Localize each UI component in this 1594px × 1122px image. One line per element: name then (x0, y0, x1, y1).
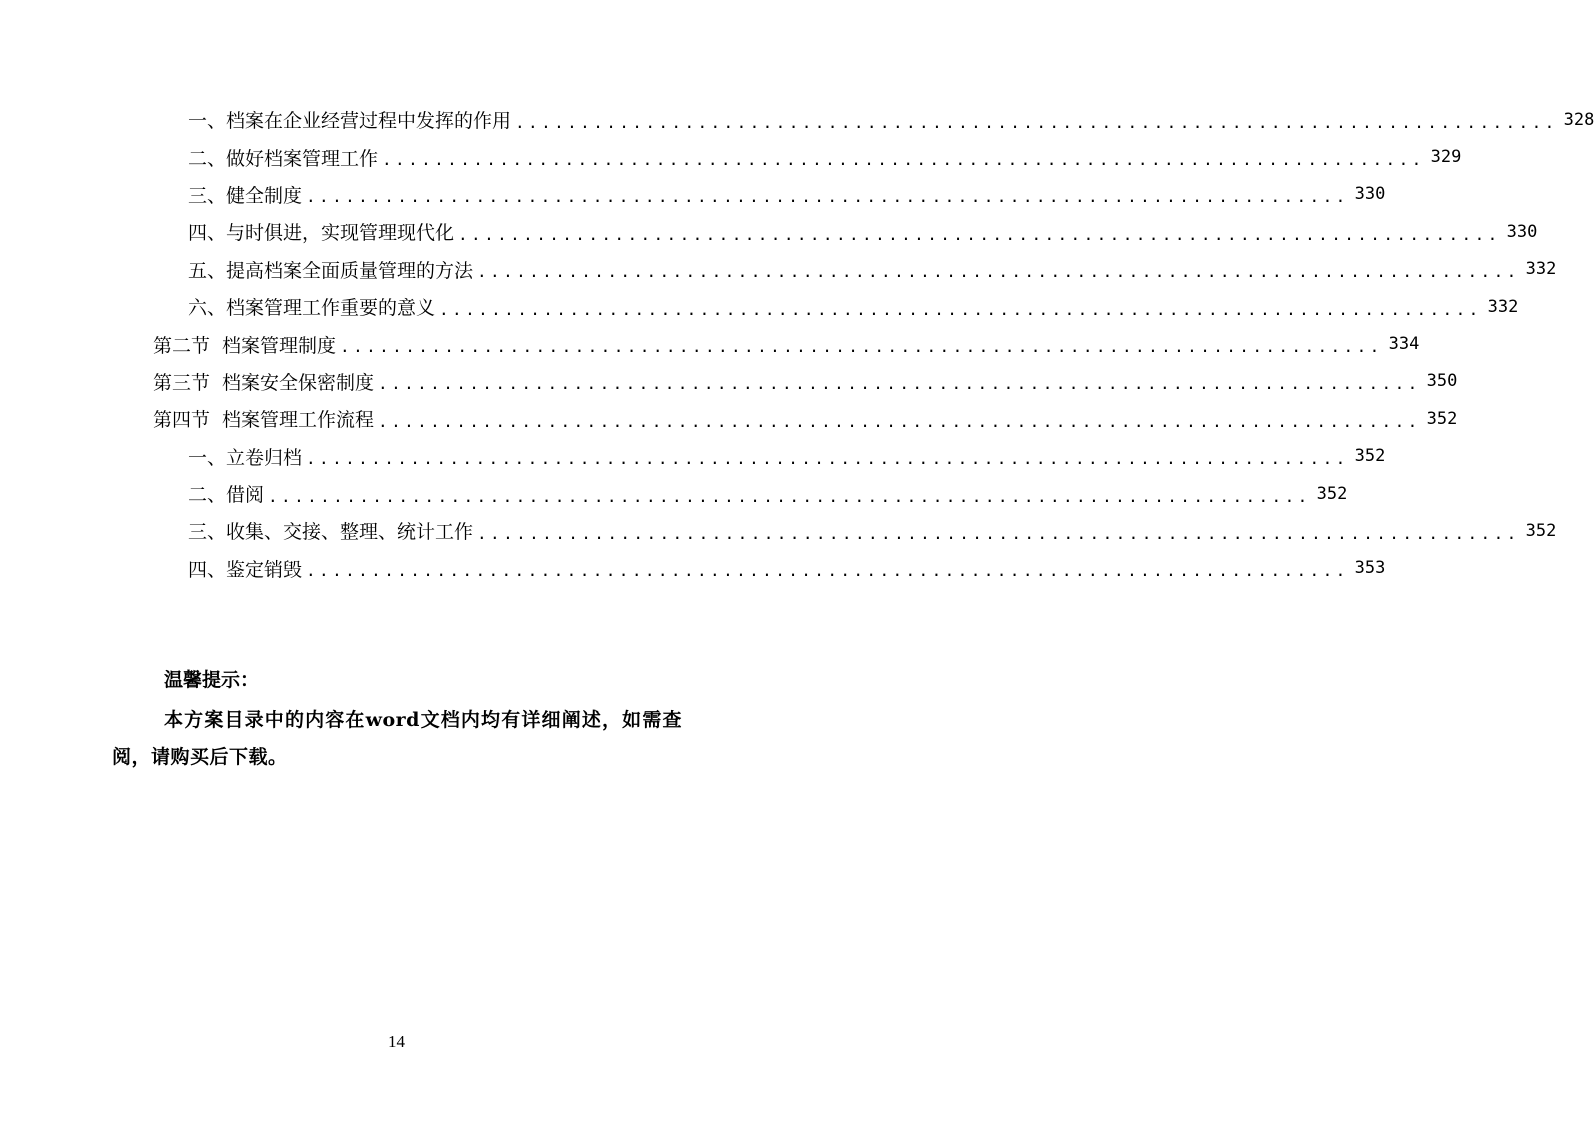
toc-leader-dots: ................................................................................ (378, 374, 1421, 394)
toc-leader-dots: ................................................................................ (477, 523, 1520, 543)
toc-entry-label: 二、借阅 (188, 484, 265, 507)
notice-body: 本方案目录中的内容在word文档内均有详细阐述，如需查阅，请购买后下载。 (112, 709, 682, 768)
toc-page-number: 332 (1525, 259, 1557, 280)
toc-subentry[interactable] (0, 475, 1348, 512)
toc-page-number: 332 (1487, 296, 1519, 317)
toc-page-number: 334 (1388, 334, 1420, 355)
toc-entry-label: 一、立卷归档 (188, 446, 303, 469)
notice-title: 温馨提示： (164, 669, 260, 691)
toc-leader-dots: ................................................................................ (306, 449, 1349, 469)
toc-entry-label (153, 331, 340, 358)
toc-section-entry[interactable] (0, 400, 1458, 437)
toc-section-entry[interactable] (0, 363, 1458, 400)
toc-entry-label: 一、档案在企业经营过程中发挥的作用 (188, 110, 512, 133)
toc-section-number: 第二节 (153, 334, 211, 357)
toc-page-number: 330 (1506, 221, 1538, 242)
toc-page-number: 352 (1354, 446, 1386, 467)
toc-entry-label (153, 368, 378, 395)
toc-entry-label (153, 405, 378, 432)
toc-page-number: 353 (1354, 558, 1386, 579)
toc-leader-dots: ................................................................................ (306, 561, 1349, 581)
toc-section-title: 档案安全保密制度 (222, 371, 375, 394)
toc-page-number: 352 (1316, 483, 1348, 504)
toc-subentry[interactable] (0, 176, 1386, 213)
toc-leader-dots: ................................................................................ (477, 262, 1520, 282)
table-of-contents (0, 101, 1594, 587)
toc-leader-dots: ................................................................................ (340, 337, 1383, 357)
toc-section-entry[interactable] (0, 325, 1420, 362)
toc-leader-dots: ................................................................................ (268, 486, 1311, 506)
toc-subentry[interactable] (0, 550, 1386, 587)
toc-subentry[interactable] (0, 138, 1462, 175)
toc-subentry[interactable] (0, 438, 1386, 475)
toc-section-title: 档案管理制度 (222, 334, 337, 357)
toc-leader-dots: ................................................................................ (515, 112, 1558, 132)
toc-page-number: 329 (1430, 147, 1462, 168)
toc-page-number: 330 (1354, 184, 1386, 205)
toc-subentry[interactable] (0, 213, 1538, 250)
toc-entry-label: 四、鉴定销毁 (188, 558, 303, 581)
toc-page-number: 350 (1426, 371, 1458, 392)
toc-entry-label: 五、提高档案全面质量管理的方法 (188, 259, 474, 282)
toc-leader-dots: ................................................................................ (382, 150, 1425, 170)
toc-subentry[interactable] (0, 512, 1557, 549)
toc-entry-label: 六、档案管理工作重要的意义 (188, 297, 436, 320)
toc-leader-dots: ................................................................................ (458, 224, 1501, 244)
toc-entry-label: 三、收集、交接、整理、统计工作 (188, 521, 474, 544)
toc-page-number: 352 (1525, 520, 1557, 541)
toc-section-number: 第四节 (153, 409, 211, 432)
toc-leader-dots: ................................................................................ (306, 187, 1349, 207)
toc-entry-label: 二、做好档案管理工作 (188, 147, 379, 170)
notice-box (112, 662, 682, 776)
toc-subentry[interactable] (0, 251, 1557, 288)
toc-entry-label: 三、健全制度 (188, 184, 303, 207)
toc-page-number: 352 (1426, 408, 1458, 429)
toc-leader-dots: ................................................................................ (439, 299, 1482, 319)
toc-section-title: 档案管理工作流程 (222, 409, 375, 432)
toc-leader-dots: ................................................................................ (378, 411, 1421, 431)
toc-entry-label: 四、与时俱进，实现管理现代化 (188, 222, 455, 245)
toc-section-number: 第三节 (153, 371, 211, 394)
toc-subentry[interactable] (0, 101, 1594, 138)
toc-page-number: 328 (1563, 109, 1594, 130)
toc-subentry[interactable] (0, 288, 1519, 325)
page-number: 14 (388, 1032, 405, 1051)
